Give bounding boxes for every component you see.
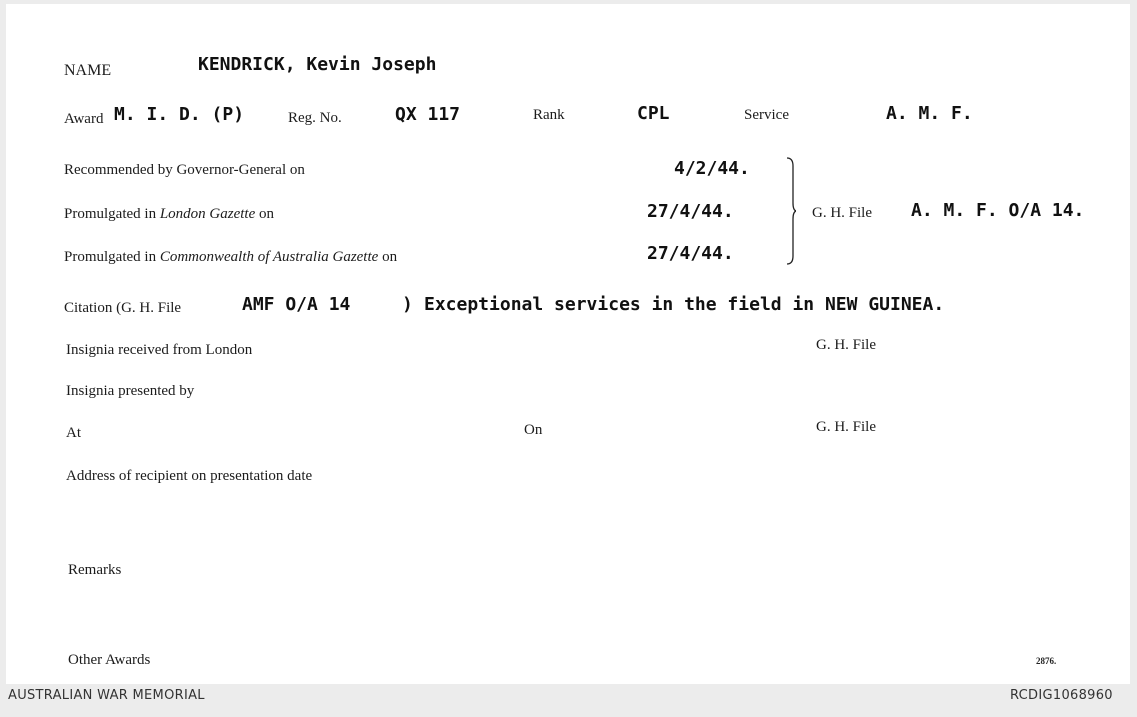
footer-right-id: RCDIG1068960 — [1010, 688, 1113, 703]
on-label: On — [524, 422, 543, 438]
insignia-received-label: Insignia received from London — [66, 342, 253, 358]
other-awards-label: Other Awards — [68, 652, 151, 668]
service-value: A. M. F. — [886, 103, 973, 124]
remarks-label: Remarks — [68, 562, 122, 578]
gh-file-value: A. M. F. O/A 14. — [911, 200, 1085, 221]
at-label: At — [66, 425, 81, 441]
insignia-gh-file-label: G. H. File — [816, 337, 876, 353]
at-gh-file-label: G. H. File — [816, 419, 876, 435]
service-label: Service — [744, 107, 789, 123]
rank-value: CPL — [637, 103, 670, 124]
brace-icon — [786, 156, 796, 266]
commonwealth-label-pre: Promulgated in — [64, 249, 157, 265]
commonwealth-label-post: on — [382, 249, 398, 265]
london-gazette-label — [64, 206, 274, 223]
london-label-pre: Promulgated in — [64, 206, 157, 222]
rank-label: Rank — [533, 107, 565, 123]
citation-file: AMF O/A 14 — [242, 294, 351, 315]
gh-file-label: G. H. File — [812, 205, 872, 221]
footer-left-credit: AUSTRALIAN WAR MEMORIAL — [8, 688, 205, 703]
regno-value: QX 117 — [395, 104, 461, 125]
recommended-date: 4/2/44. — [674, 158, 750, 179]
insignia-presented-label: Insignia presented by — [66, 383, 195, 399]
regno-label: Reg. No. — [288, 110, 342, 126]
name-label: NAME — [64, 62, 112, 79]
commonwealth-gazette-label — [64, 249, 397, 266]
commonwealth-gazette-date: 27/4/44. — [647, 243, 734, 264]
citation-label: Citation (G. H. File — [64, 300, 182, 316]
london-gazette-date: 27/4/44. — [647, 201, 734, 222]
london-label-post: on — [259, 206, 274, 222]
name-value: KENDRICK, Kevin Joseph — [198, 54, 437, 75]
citation-text: Exceptional services in the field in NEW GUINEA. — [424, 294, 945, 315]
address-label: Address of recipient on presentation date — [66, 468, 313, 484]
award-card — [6, 4, 1130, 684]
london-label-italic: London Gazette — [159, 206, 256, 222]
citation-paren: ) — [402, 294, 413, 315]
award-value: M. I. D. (P) — [114, 104, 245, 125]
award-label: Award — [64, 111, 104, 127]
form-number: 2876. — [1036, 656, 1057, 666]
recommended-label: Recommended by Governor-General on — [64, 162, 305, 178]
commonwealth-label-italic: Commonwealth of Australia Gazette — [159, 249, 379, 265]
